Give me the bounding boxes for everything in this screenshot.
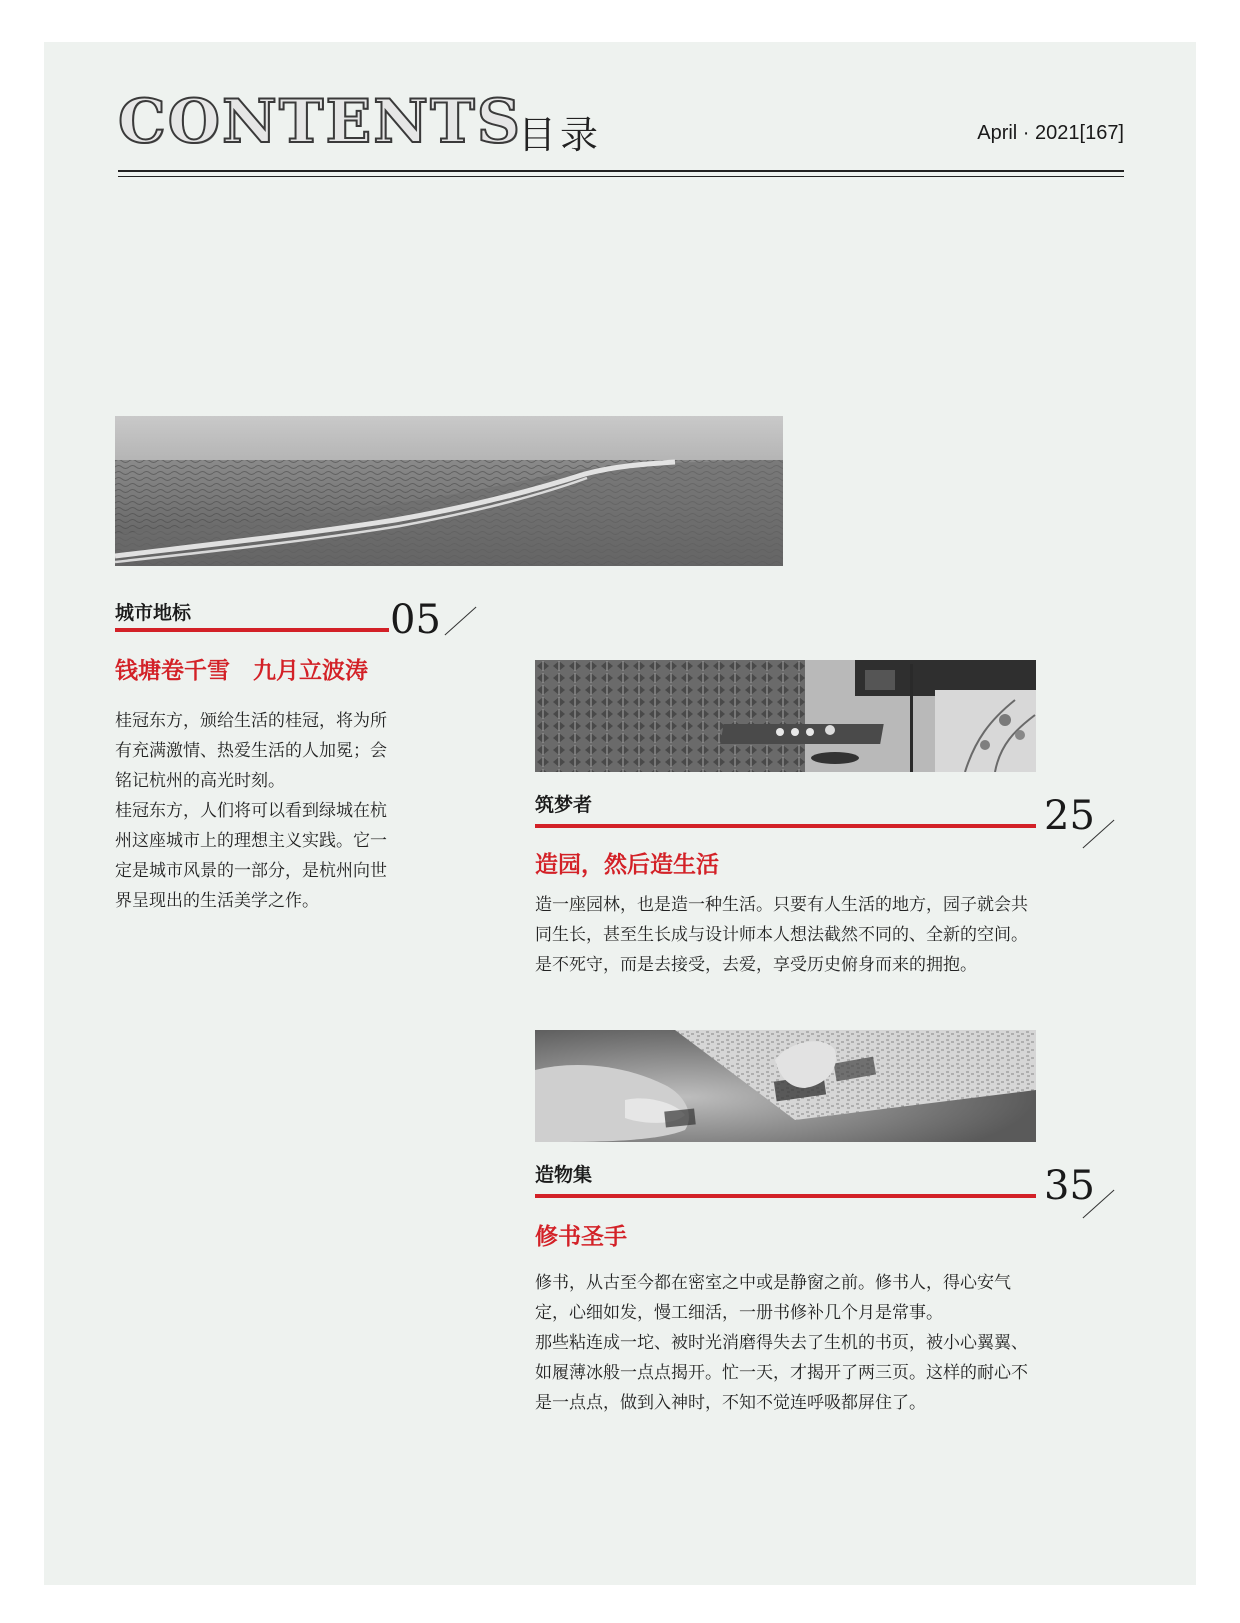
contents-title-cn: 目录 — [518, 113, 603, 157]
page-number: 05 — [390, 597, 441, 643]
section-label: 筑梦者 — [535, 794, 593, 816]
garden-tea-table-photo — [535, 660, 1036, 772]
article-body — [535, 1268, 1038, 1418]
article-body — [115, 706, 392, 916]
paragraph: 桂冠东方，人们将可以看到绿城在杭州这座城市上的理想主义实践。它一定是城市风景的一部分，是杭州向世界呈现出的生活美学之作。 — [115, 801, 387, 911]
header-rule-thin — [118, 176, 1124, 177]
issue-label: April · 2021[167] — [977, 122, 1124, 144]
book-restoration-hands-photo — [535, 1030, 1036, 1142]
article-title: 修书圣手 — [535, 1224, 627, 1250]
section-label: 城市地标 — [115, 602, 192, 624]
page-number: 35 — [1044, 1163, 1095, 1209]
paragraph: 桂冠东方，颁给生活的桂冠，将为所有充满激情、热爱生活的人加冕；会铭记杭州的高光时刻。 — [115, 711, 387, 791]
section-red-rule — [535, 1194, 1036, 1198]
section-red-rule — [115, 628, 389, 632]
article-title: 造园，然后造生活 — [535, 852, 719, 878]
section-red-rule — [535, 824, 1036, 828]
paragraph: 造一座园林，也是造一种生活。只要有人生活的地方，园子就会共同生长，甚至生长成与设计师本人想法截然不同的、全新的空间。是不死守，而是去接受，去爱，享受历史俯身而来的拥抱。 — [535, 895, 1028, 975]
paragraph: 修书，从古至今都在密室之中或是静窗之前。修书人，得心安气定，心细如发，慢工细活，一册书修补几个月是常事。 — [535, 1273, 1011, 1323]
sea-tide-photo — [115, 416, 783, 566]
masthead — [118, 87, 1124, 180]
page-number: 25 — [1044, 793, 1095, 839]
paragraph: 那些粘连成一坨、被时光消磨得失去了生机的书页，被小心翼翼、如履薄冰般一点点揭开。忙一天，才揭开了两三页。这样的耐心不是一点点，做到入神时，不知不觉连呼吸都屏住了。 — [535, 1333, 1028, 1413]
section-label: 造物集 — [535, 1164, 593, 1186]
header-rule-thick — [118, 170, 1124, 172]
page — [44, 42, 1196, 1585]
article-body — [535, 890, 1038, 980]
article-title: 钱塘卷千雪 九月立波涛 — [115, 658, 368, 684]
slash-divider — [445, 607, 477, 636]
contents-title: CONTENTS — [118, 87, 523, 157]
